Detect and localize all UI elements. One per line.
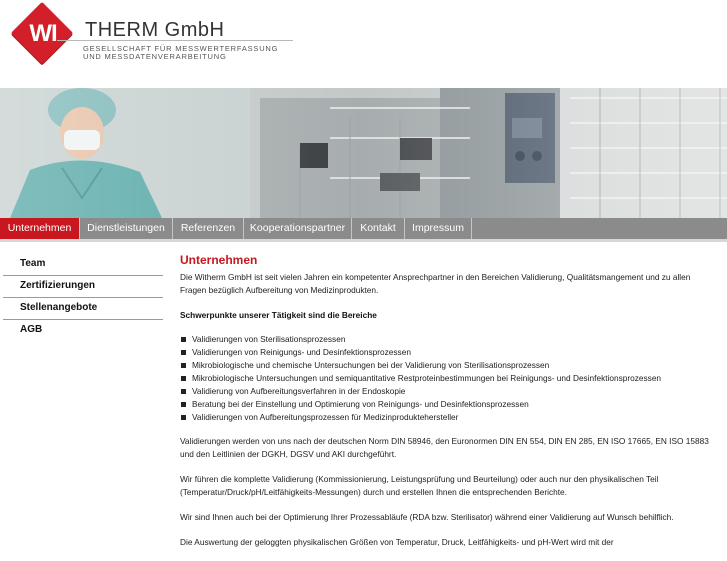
nav-shadow-divider xyxy=(0,239,727,242)
list-item: Validierungen von Aufbereitungsprozessen für Medizinproduktehersteller xyxy=(180,411,710,424)
nav-item-kontakt[interactable]: Kontakt xyxy=(352,218,405,239)
list-item: Validierungen von Reinigungs- und Desinfektionsprozessen xyxy=(180,346,710,359)
evaluation-paragraph: Die Auswertung der geloggten physikalischen Größen von Temperatur, Druck, Leitfähigkeits- und pH-Wert wird mit der xyxy=(180,537,614,547)
brand-subtitle-line2: UND MESSDATENVERARBEITUNG xyxy=(83,52,227,61)
list-item: Validierung von Aufbereitungsverfahren in der Endoskopie xyxy=(180,385,710,398)
site-header xyxy=(0,0,727,88)
brand-subtitle-line1: GESELLSCHAFT FÜR MESSWERTERFASSUNG xyxy=(83,44,279,53)
nav-item-kooperationspartner[interactable]: Kooperationspartner xyxy=(244,218,352,239)
sidebar-item-stellenangebote[interactable]: Stellenangebote xyxy=(3,298,163,320)
sidebar-item-team[interactable]: Team xyxy=(3,254,163,276)
focus-heading: Schwerpunkte unserer Tätigkeit sind die Bereiche xyxy=(180,310,377,320)
nav-item-impressum[interactable]: Impressum xyxy=(405,218,472,239)
list-item: Mikrobiologische und chemische Untersuchungen bei der Validierung von Sterilisationsprozessen xyxy=(180,359,710,372)
validation-paragraph: Wir führen die komplette Validierung (Kommissionierung, Leistungsprüfung und Beurteilung) oder auch nur den physikalischen Teil (Temperatur/Druck/pH/Leitfähigkeits-Messungen) durch und erstellen Ihnen die entsprechenden Berichte. xyxy=(180,474,659,497)
list-item: Mikrobiologische Untersuchungen und semiquantitative Restproteinbestimmungen bei Reinigungs- und Desinfektionsprozessen xyxy=(180,372,710,385)
sidebar-navigation xyxy=(0,254,163,341)
sidebar-item-agb[interactable]: AGB xyxy=(20,324,43,335)
logo-letters[interactable]: WI xyxy=(29,20,57,47)
focus-list xyxy=(180,333,710,424)
optimization-paragraph: Wir sind Ihnen auch bei der Optimierung Ihrer Prozessabläufe (RDA bzw. Sterilisator) während einer Validierung auf Wunsch behilflich. xyxy=(180,512,674,522)
main-content xyxy=(180,252,710,561)
nav-item-unternehmen[interactable]: Unternehmen xyxy=(0,218,80,239)
page-title: Unternehmen xyxy=(180,253,258,267)
norms-paragraph: Validierungen werden von uns nach der deutschen Norm DIN 58946, den Euronormen DIN EN 554, DIN EN 285, EN ISO 17665, EN ISO 15883 und den Leitlinien der DGKH, DGSV und AKI durchgeführt. xyxy=(180,436,709,459)
nav-item-dienstleistungen[interactable]: Dienstleistungen xyxy=(80,218,173,239)
intro-paragraph: Die Witherm GmbH ist seit vielen Jahren ein kompetenter Ansprechpartner in den Bereichen Validierung, Qualitätsmangement und zu allen Fragen bezüglich Aufbereitung von Medizinprodukten. xyxy=(180,272,691,295)
list-item: Beratung bei der Einstellung und Optimierung von Reinigungs- und Desinfektionsprozessen xyxy=(180,398,710,411)
hero-photo-illustration xyxy=(0,88,727,218)
brand-name: THERM GmbH xyxy=(85,19,225,41)
hero-banner-image xyxy=(0,88,727,218)
list-item: Validierungen von Sterilisationsprozessen xyxy=(180,333,710,346)
nav-item-referenzen[interactable]: Referenzen xyxy=(173,218,244,239)
sidebar-item-zertifizierungen[interactable]: Zertifizierungen xyxy=(3,276,163,298)
main-navigation xyxy=(0,218,727,239)
